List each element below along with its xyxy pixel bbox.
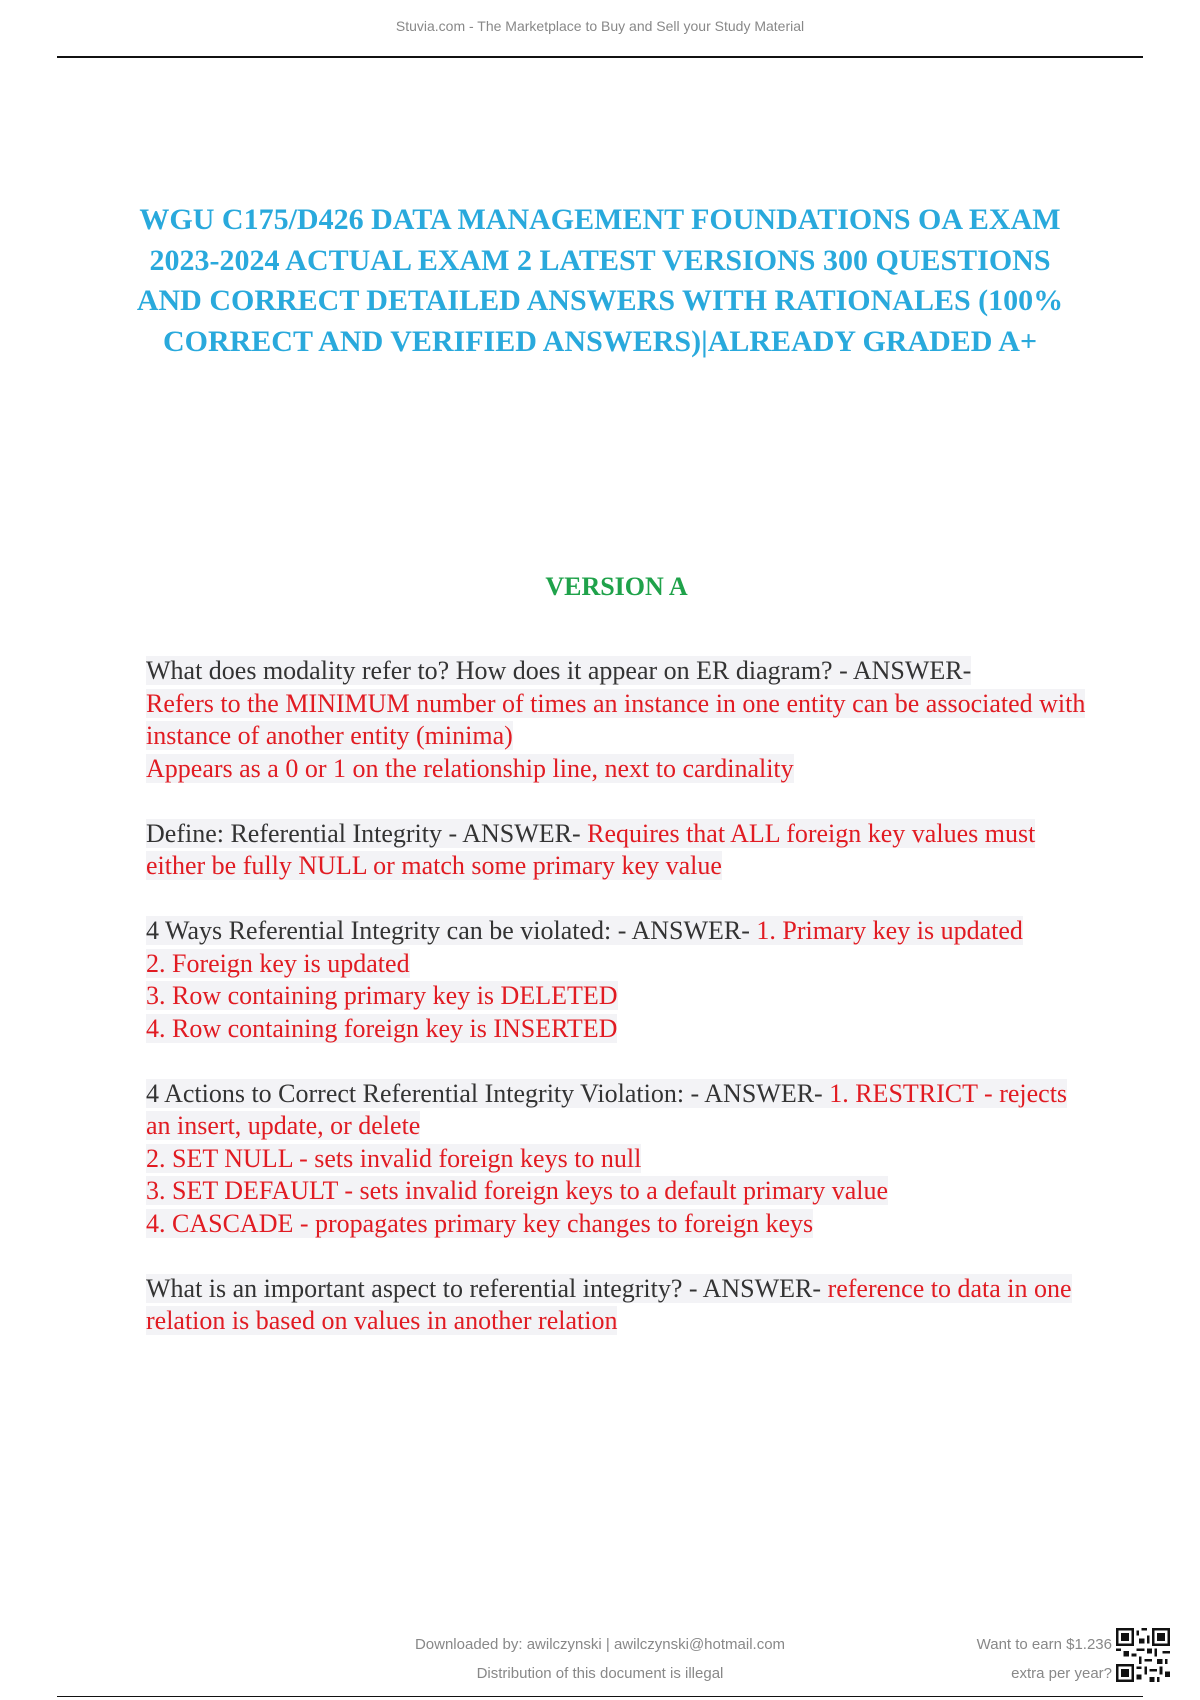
distribution-notice: Distribution of this document is illegal bbox=[476, 1665, 724, 1682]
answer-line: 3. SET DEFAULT - sets invalid foreign keys to a default primary value bbox=[146, 1176, 889, 1205]
question-text: 4 Actions to Correct Referential Integrity Violation: - ANSWER- bbox=[146, 1078, 823, 1108]
question-text: What is an important aspect to referential integrity? - ANSWER- bbox=[146, 1273, 822, 1303]
version-label: VERSION A bbox=[545, 572, 688, 601]
answer-line: Appears as a 0 or 1 on the relationship line, next to cardinality bbox=[146, 753, 794, 783]
qa-item bbox=[146, 655, 1086, 785]
promo-line-1: Want to earn $1.236 bbox=[976, 1636, 1112, 1653]
qa-item bbox=[146, 818, 1086, 883]
answer-line: Requires that ALL foreign key values must either be fully NULL or match some primary key value bbox=[146, 818, 1036, 880]
header-divider bbox=[57, 56, 1143, 58]
site-tagline: Stuvia.com - The Marketplace to Buy and Sell your Study Material bbox=[395, 18, 805, 34]
qa-item bbox=[146, 1273, 1086, 1338]
answer-line: reference to data in one relation is based on values in another relation bbox=[146, 1273, 1072, 1335]
qa-item bbox=[146, 915, 1086, 1045]
answer-line: 2. SET NULL - sets invalid foreign keys to null bbox=[146, 1143, 642, 1173]
document-title: WGU C175/D426 DATA MANAGEMENT FOUNDATIONS OA EXAM 2023-2024 ACTUAL EXAM 2 LATEST VERSIONS 300 QUESTIONS AND CORRECT DETAILED ANSWERS WITH RATIONALES (100% CORRECT AND VERIFIED ANSWERS)|ALREADY GRADED A+ bbox=[136, 203, 1064, 358]
qa-list bbox=[146, 655, 1086, 1370]
answer-line: 1. RESTRICT - rejects an insert, update, or delete bbox=[146, 1078, 1068, 1140]
answer-line: 1. Primary key is updated bbox=[749, 916, 1023, 945]
promo-line-2: extra per year? bbox=[1011, 1665, 1112, 1682]
answer-line: 4. Row containing foreign key is INSERTED bbox=[146, 1013, 618, 1043]
question-text: What does modality refer to? How does it appear on ER diagram? - ANSWER- bbox=[146, 656, 972, 685]
qa-item bbox=[146, 1078, 1086, 1241]
question-text: 4 Ways Referential Integrity can be violated: - ANSWER- bbox=[146, 916, 750, 945]
downloaded-by: Downloaded by: awilczynski | awilczynski@hotmail.com bbox=[414, 1636, 786, 1653]
footer-divider bbox=[57, 1696, 1143, 1697]
answer-line: 3. Row containing primary key is DELETED bbox=[146, 981, 618, 1010]
promo-link[interactable] bbox=[912, 1630, 1112, 1688]
qr-code-icon[interactable] bbox=[1116, 1628, 1170, 1682]
question-text: Define: Referential Integrity - ANSWER- bbox=[146, 818, 581, 848]
answer-line: 4. CASCADE - propagates primary key changes to foreign keys bbox=[146, 1208, 814, 1238]
answer-line: Refers to the MINIMUM number of times an instance in one entity can be associated with instance of another entity (minima) bbox=[146, 688, 1086, 750]
footer-download-info bbox=[300, 1630, 900, 1688]
answer-line: 2. Foreign key is updated bbox=[146, 948, 410, 978]
